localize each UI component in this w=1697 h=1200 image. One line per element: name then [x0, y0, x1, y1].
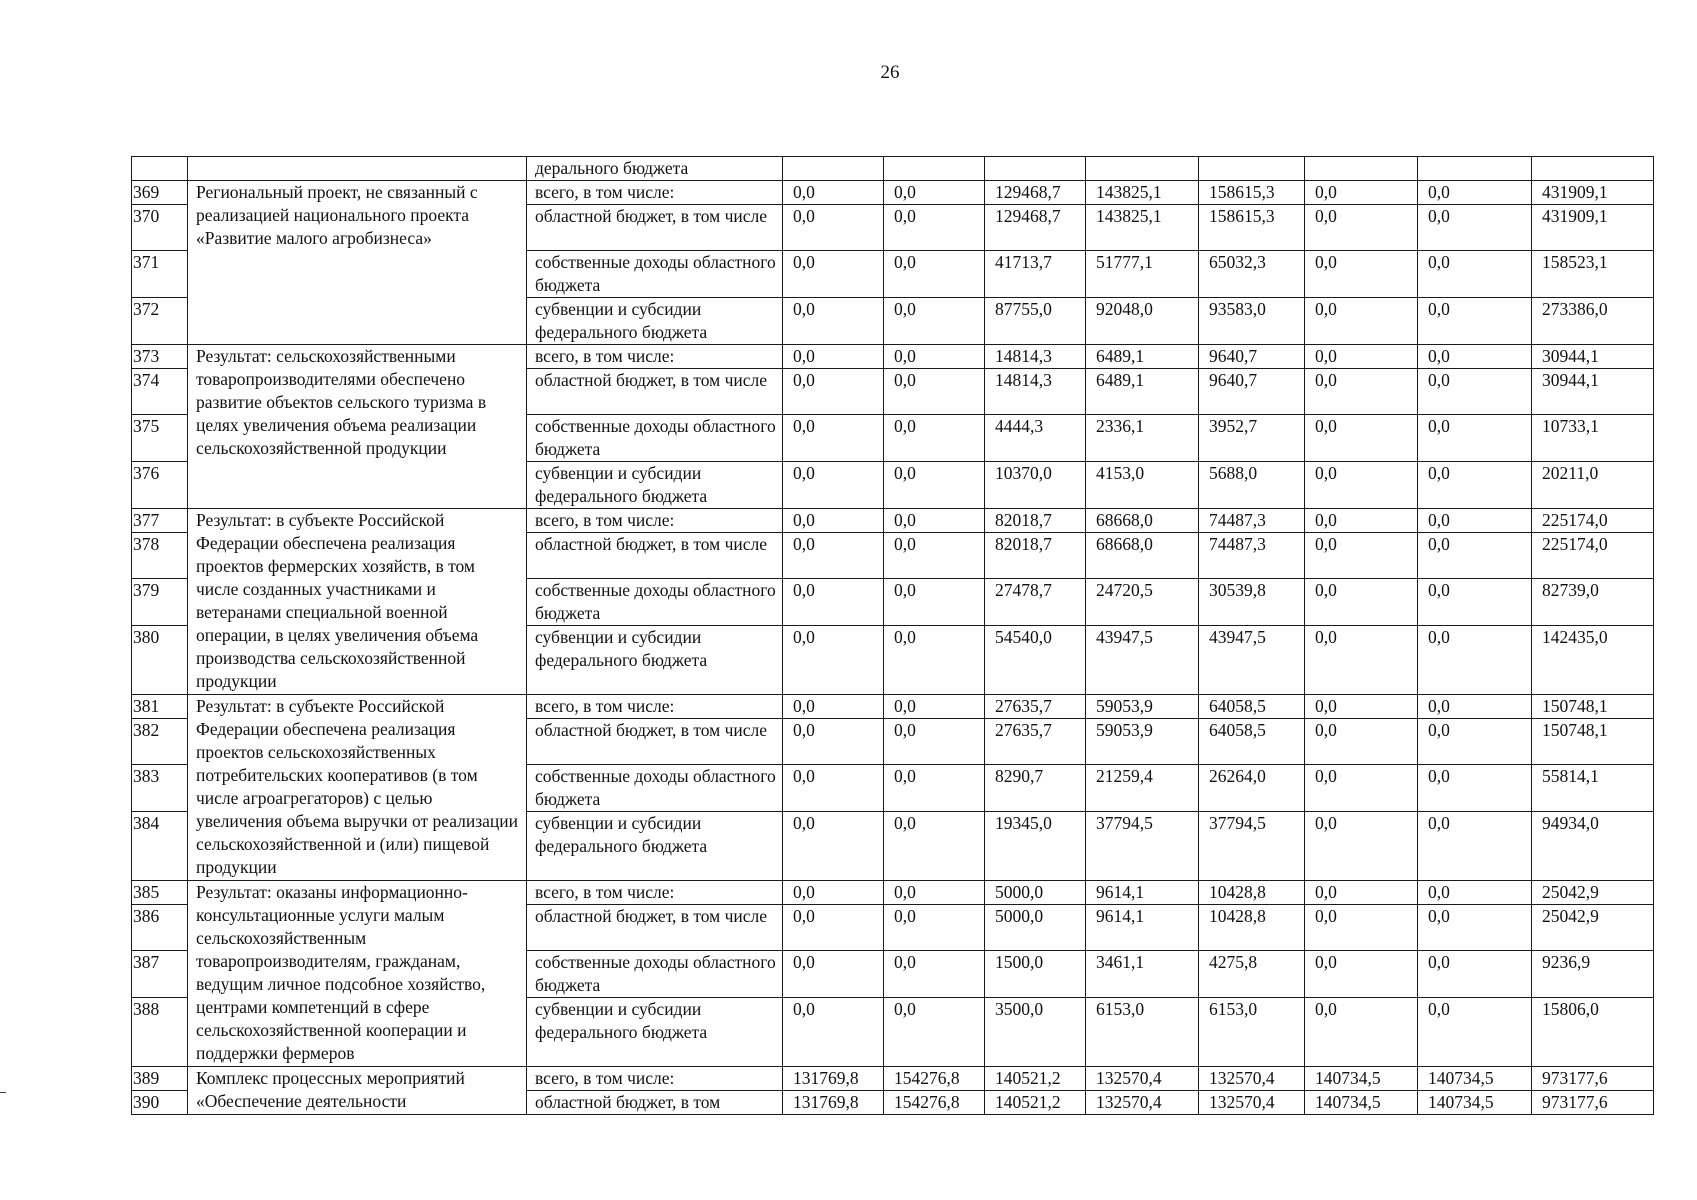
value-cell: 68668,0 — [1086, 509, 1199, 533]
value-cell: 4444,3 — [985, 415, 1086, 462]
value-cell: 9236,9 — [1532, 951, 1654, 998]
value-cell: 140521,2 — [985, 1091, 1086, 1115]
value-cell: 25042,9 — [1532, 905, 1654, 951]
value-cell: 0,0 — [884, 345, 985, 369]
value-cell: 1500,0 — [985, 951, 1086, 998]
value-cell: 0,0 — [884, 881, 985, 905]
value-cell: 27635,7 — [985, 695, 1086, 719]
value-cell: 140734,5 — [1418, 1067, 1532, 1091]
row-number-cell: 374 — [132, 369, 188, 415]
value-cell: 225174,0 — [1532, 509, 1654, 533]
value-cell: 0,0 — [1305, 509, 1418, 533]
value-cell: 93583,0 — [1199, 298, 1305, 345]
value-cell: 0,0 — [1305, 765, 1418, 812]
value-cell: 20211,0 — [1532, 462, 1654, 509]
value-cell: 9640,7 — [1199, 369, 1305, 415]
table-row — [132, 181, 1654, 205]
value-cell: 0,0 — [783, 251, 884, 298]
table-row — [132, 881, 1654, 905]
value-cell: 0,0 — [783, 579, 884, 626]
value-cell: 0,0 — [1305, 345, 1418, 369]
value-cell: 0,0 — [884, 298, 985, 345]
value-cell: 973177,6 — [1532, 1067, 1654, 1091]
value-cell: 82739,0 — [1532, 579, 1654, 626]
value-cell: 0,0 — [1418, 415, 1532, 462]
value-cell: 0,0 — [1418, 533, 1532, 579]
value-cell: 0,0 — [884, 765, 985, 812]
source-cell: собственные доходы областного бюджета — [527, 765, 783, 812]
value-cell: 59053,9 — [1086, 695, 1199, 719]
description-cell: Комплекс процессных мероприятий «Обеспечение деятельности — [188, 1067, 527, 1115]
value-cell: 10370,0 — [985, 462, 1086, 509]
value-cell: 21259,4 — [1086, 765, 1199, 812]
value-cell: 30944,1 — [1532, 369, 1654, 415]
value-cell: 30944,1 — [1532, 345, 1654, 369]
value-cell — [1199, 157, 1305, 181]
value-cell: 0,0 — [783, 765, 884, 812]
value-cell: 225174,0 — [1532, 533, 1654, 579]
value-cell: 140734,5 — [1305, 1091, 1418, 1115]
value-cell: 2336,1 — [1086, 415, 1199, 462]
value-cell: 131769,8 — [783, 1091, 884, 1115]
value-cell: 0,0 — [884, 251, 985, 298]
value-cell: 143825,1 — [1086, 205, 1199, 251]
value-cell: 92048,0 — [1086, 298, 1199, 345]
value-cell — [985, 157, 1086, 181]
value-cell: 0,0 — [783, 509, 884, 533]
value-cell: 9614,1 — [1086, 905, 1199, 951]
value-cell: 82018,7 — [985, 509, 1086, 533]
value-cell: 0,0 — [1305, 951, 1418, 998]
value-cell: 0,0 — [783, 719, 884, 765]
value-cell: 5688,0 — [1199, 462, 1305, 509]
source-cell: собственные доходы областного бюджета — [527, 951, 783, 998]
value-cell: 43947,5 — [1199, 626, 1305, 695]
value-cell: 142435,0 — [1532, 626, 1654, 695]
value-cell: 0,0 — [1418, 695, 1532, 719]
value-cell — [884, 157, 985, 181]
value-cell: 154276,8 — [884, 1091, 985, 1115]
value-cell: 9614,1 — [1086, 881, 1199, 905]
value-cell: 158523,1 — [1532, 251, 1654, 298]
value-cell: 0,0 — [884, 998, 985, 1067]
value-cell: 0,0 — [783, 881, 884, 905]
value-cell: 0,0 — [884, 509, 985, 533]
value-cell — [1305, 157, 1418, 181]
value-cell: 0,0 — [884, 951, 985, 998]
page-number: 26 — [880, 62, 900, 83]
source-cell: всего, в том числе: — [527, 881, 783, 905]
value-cell: 6489,1 — [1086, 345, 1199, 369]
value-cell: 14814,3 — [985, 369, 1086, 415]
value-cell: 0,0 — [1418, 951, 1532, 998]
value-cell: 0,0 — [783, 181, 884, 205]
value-cell: 0,0 — [884, 812, 985, 881]
value-cell: 973177,6 — [1532, 1091, 1654, 1115]
row-number-cell: 385 — [132, 881, 188, 905]
value-cell: 0,0 — [783, 812, 884, 881]
value-cell: 37794,5 — [1086, 812, 1199, 881]
continuation-row — [132, 157, 1654, 181]
value-cell: 140734,5 — [1418, 1091, 1532, 1115]
value-cell: 0,0 — [783, 905, 884, 951]
value-cell: 140734,5 — [1305, 1067, 1418, 1091]
value-cell: 4275,8 — [1199, 951, 1305, 998]
value-cell: 140521,2 — [985, 1067, 1086, 1091]
value-cell: 10733,1 — [1532, 415, 1654, 462]
value-cell: 150748,1 — [1532, 719, 1654, 765]
row-number-cell: 371 — [132, 251, 188, 298]
value-cell: 64058,5 — [1199, 695, 1305, 719]
source-cell: субвенции и субсидии федерального бюджета — [527, 298, 783, 345]
value-cell: 74487,3 — [1199, 533, 1305, 579]
value-cell: 0,0 — [884, 626, 985, 695]
value-cell: 0,0 — [884, 579, 985, 626]
description-cell: Результат: сельскохозяйственными товаропроизводителями обеспечено развитие объектов сельского туризма в целях увеличения объема реализации сельскохозяйственной продукции — [188, 345, 527, 509]
value-cell: 0,0 — [1418, 579, 1532, 626]
description-cell: Результат: в субъекте Российской Федерации обеспечена реализация проектов сельскохозяйственных потребительских кооперативов (в том числе агроагрегаторов) с целью увеличения объема выручки от реализации сельскохозяйственной и (или) пищевой продукции — [188, 695, 527, 881]
value-cell: 19345,0 — [985, 812, 1086, 881]
value-cell: 0,0 — [884, 695, 985, 719]
value-cell: 0,0 — [884, 719, 985, 765]
value-cell: 37794,5 — [1199, 812, 1305, 881]
value-cell: 132570,4 — [1199, 1067, 1305, 1091]
value-cell: 43947,5 — [1086, 626, 1199, 695]
source-cell: областной бюджет, в том числе — [527, 905, 783, 951]
value-cell — [783, 157, 884, 181]
value-cell: 0,0 — [1305, 626, 1418, 695]
value-cell: 0,0 — [1418, 345, 1532, 369]
value-cell: 131769,8 — [783, 1067, 884, 1091]
row-number-cell: 381 — [132, 695, 188, 719]
value-cell: 0,0 — [1305, 881, 1418, 905]
source-cell: всего, в том числе: — [527, 509, 783, 533]
row-number-cell: 387 — [132, 951, 188, 998]
value-cell: 5000,0 — [985, 881, 1086, 905]
value-cell: 0,0 — [1305, 462, 1418, 509]
value-cell: 25042,9 — [1532, 881, 1654, 905]
value-cell: 0,0 — [1305, 579, 1418, 626]
value-cell: 4153,0 — [1086, 462, 1199, 509]
row-number-cell: 389 — [132, 1067, 188, 1091]
description-cell — [188, 157, 527, 181]
value-cell: 0,0 — [884, 533, 985, 579]
value-cell: 0,0 — [783, 415, 884, 462]
source-cell: всего, в том числе: — [527, 1067, 783, 1091]
value-cell: 65032,3 — [1199, 251, 1305, 298]
value-cell: 0,0 — [1305, 205, 1418, 251]
value-cell: 0,0 — [783, 951, 884, 998]
row-number-cell: 388 — [132, 998, 188, 1067]
value-cell: 0,0 — [1418, 251, 1532, 298]
source-cell: областной бюджет, в том — [527, 1091, 783, 1115]
value-cell: 68668,0 — [1086, 533, 1199, 579]
value-cell — [1532, 157, 1654, 181]
value-cell: 158615,3 — [1199, 181, 1305, 205]
source-cell: областной бюджет, в том числе — [527, 205, 783, 251]
value-cell: 24720,5 — [1086, 579, 1199, 626]
value-cell: 9640,7 — [1199, 345, 1305, 369]
row-number-cell: 376 — [132, 462, 188, 509]
value-cell: 0,0 — [1418, 719, 1532, 765]
value-cell: 0,0 — [884, 415, 985, 462]
source-cell: субвенции и субсидии федерального бюджета — [527, 626, 783, 695]
value-cell: 431909,1 — [1532, 205, 1654, 251]
table-row — [132, 695, 1654, 719]
value-cell: 0,0 — [1305, 905, 1418, 951]
value-cell: 0,0 — [783, 345, 884, 369]
value-cell: 0,0 — [884, 905, 985, 951]
value-cell: 0,0 — [1418, 369, 1532, 415]
value-cell: 0,0 — [1305, 719, 1418, 765]
value-cell: 30539,8 — [1199, 579, 1305, 626]
value-cell: 0,0 — [1418, 205, 1532, 251]
value-cell: 0,0 — [1418, 765, 1532, 812]
value-cell: 0,0 — [1418, 298, 1532, 345]
value-cell: 0,0 — [1418, 998, 1532, 1067]
value-cell: 0,0 — [783, 462, 884, 509]
row-number-cell: 372 — [132, 298, 188, 345]
source-cell: собственные доходы областного бюджета — [527, 415, 783, 462]
value-cell: 0,0 — [783, 626, 884, 695]
value-cell: 59053,9 — [1086, 719, 1199, 765]
description-cell: Региональный проект, не связанный с реализацией национального проекта «Развитие малого агробизнеса» — [188, 181, 527, 345]
table-row — [132, 1067, 1654, 1091]
value-cell: 0,0 — [783, 298, 884, 345]
value-cell: 0,0 — [1418, 905, 1532, 951]
source-cell: субвенции и субсидии федерального бюджета — [527, 812, 783, 881]
value-cell: 129468,7 — [985, 181, 1086, 205]
value-cell: 10428,8 — [1199, 881, 1305, 905]
value-cell: 0,0 — [884, 462, 985, 509]
value-cell: 5000,0 — [985, 905, 1086, 951]
row-number-cell: 390 — [132, 1091, 188, 1115]
source-cell: дерального бюджета — [527, 157, 783, 181]
row-number-cell: 378 — [132, 533, 188, 579]
value-cell: 150748,1 — [1532, 695, 1654, 719]
value-cell: 129468,7 — [985, 205, 1086, 251]
margin-mark — [0, 1092, 6, 1093]
value-cell: 6489,1 — [1086, 369, 1199, 415]
row-number-cell: 375 — [132, 415, 188, 462]
value-cell: 3500,0 — [985, 998, 1086, 1067]
value-cell: 0,0 — [783, 533, 884, 579]
value-cell: 8290,7 — [985, 765, 1086, 812]
table-row — [132, 345, 1654, 369]
value-cell: 0,0 — [1305, 812, 1418, 881]
value-cell: 27635,7 — [985, 719, 1086, 765]
value-cell: 0,0 — [1418, 509, 1532, 533]
value-cell: 82018,7 — [985, 533, 1086, 579]
value-cell: 41713,7 — [985, 251, 1086, 298]
value-cell: 132570,4 — [1199, 1091, 1305, 1115]
value-cell: 0,0 — [1418, 881, 1532, 905]
value-cell: 0,0 — [1418, 462, 1532, 509]
row-number-cell: 380 — [132, 626, 188, 695]
value-cell: 0,0 — [884, 205, 985, 251]
row-number-cell: 370 — [132, 205, 188, 251]
value-cell: 0,0 — [1305, 415, 1418, 462]
source-cell: субвенции и субсидии федерального бюджета — [527, 462, 783, 509]
source-cell: всего, в том числе: — [527, 345, 783, 369]
value-cell: 26264,0 — [1199, 765, 1305, 812]
value-cell: 0,0 — [1305, 998, 1418, 1067]
value-cell: 3952,7 — [1199, 415, 1305, 462]
value-cell: 0,0 — [1418, 181, 1532, 205]
value-cell: 0,0 — [783, 695, 884, 719]
source-cell: субвенции и субсидии федерального бюджета — [527, 998, 783, 1067]
value-cell: 0,0 — [783, 205, 884, 251]
budget-table — [131, 156, 1654, 1115]
row-number-cell: 369 — [132, 181, 188, 205]
source-cell: всего, в том числе: — [527, 181, 783, 205]
value-cell: 0,0 — [1305, 369, 1418, 415]
value-cell: 0,0 — [1305, 251, 1418, 298]
value-cell: 143825,1 — [1086, 181, 1199, 205]
value-cell: 6153,0 — [1199, 998, 1305, 1067]
value-cell: 0,0 — [1418, 812, 1532, 881]
value-cell: 55814,1 — [1532, 765, 1654, 812]
value-cell: 14814,3 — [985, 345, 1086, 369]
value-cell: 94934,0 — [1532, 812, 1654, 881]
source-cell: собственные доходы областного бюджета — [527, 579, 783, 626]
value-cell: 54540,0 — [985, 626, 1086, 695]
value-cell: 51777,1 — [1086, 251, 1199, 298]
description-cell: Результат: в субъекте Российской Федерации обеспечена реализация проектов фермерских хозяйств, в том числе созданных участниками и ветеранами специальной военной операции, в целях увеличения объема производства сельскохозяйственной продукции — [188, 509, 527, 695]
value-cell: 6153,0 — [1086, 998, 1199, 1067]
value-cell: 431909,1 — [1532, 181, 1654, 205]
row-number-cell: 373 — [132, 345, 188, 369]
value-cell: 132570,4 — [1086, 1067, 1199, 1091]
value-cell: 27478,7 — [985, 579, 1086, 626]
value-cell: 3461,1 — [1086, 951, 1199, 998]
value-cell: 0,0 — [1305, 181, 1418, 205]
row-number-cell: 384 — [132, 812, 188, 881]
row-number-cell: 377 — [132, 509, 188, 533]
row-number-cell: 383 — [132, 765, 188, 812]
row-number-cell: 386 — [132, 905, 188, 951]
row-number-cell: 382 — [132, 719, 188, 765]
value-cell: 0,0 — [884, 369, 985, 415]
value-cell: 10428,8 — [1199, 905, 1305, 951]
value-cell: 0,0 — [1418, 626, 1532, 695]
description-cell: Результат: оказаны информационно-консультационные услуги малым сельскохозяйственным товаропроизводителям, гражданам, ведущим личное подсобное хозяйство, центрами компетенций в сфере сельскохозяйственной кооперации и поддержки фермеров — [188, 881, 527, 1067]
value-cell — [1086, 157, 1199, 181]
table-row — [132, 509, 1654, 533]
value-cell: 0,0 — [1305, 695, 1418, 719]
source-cell: областной бюджет, в том числе — [527, 533, 783, 579]
value-cell: 0,0 — [1305, 298, 1418, 345]
value-cell: 0,0 — [884, 181, 985, 205]
source-cell: областной бюджет, в том числе — [527, 369, 783, 415]
value-cell: 74487,3 — [1199, 509, 1305, 533]
value-cell: 158615,3 — [1199, 205, 1305, 251]
value-cell: 64058,5 — [1199, 719, 1305, 765]
source-cell: всего, в том числе: — [527, 695, 783, 719]
value-cell: 154276,8 — [884, 1067, 985, 1091]
value-cell: 0,0 — [1305, 533, 1418, 579]
value-cell — [1418, 157, 1532, 181]
row-number-cell — [132, 157, 188, 181]
value-cell: 87755,0 — [985, 298, 1086, 345]
value-cell: 132570,4 — [1086, 1091, 1199, 1115]
value-cell: 0,0 — [783, 369, 884, 415]
source-cell: областной бюджет, в том числе — [527, 719, 783, 765]
value-cell: 15806,0 — [1532, 998, 1654, 1067]
value-cell: 0,0 — [783, 998, 884, 1067]
row-number-cell: 379 — [132, 579, 188, 626]
source-cell: собственные доходы областного бюджета — [527, 251, 783, 298]
value-cell: 273386,0 — [1532, 298, 1654, 345]
